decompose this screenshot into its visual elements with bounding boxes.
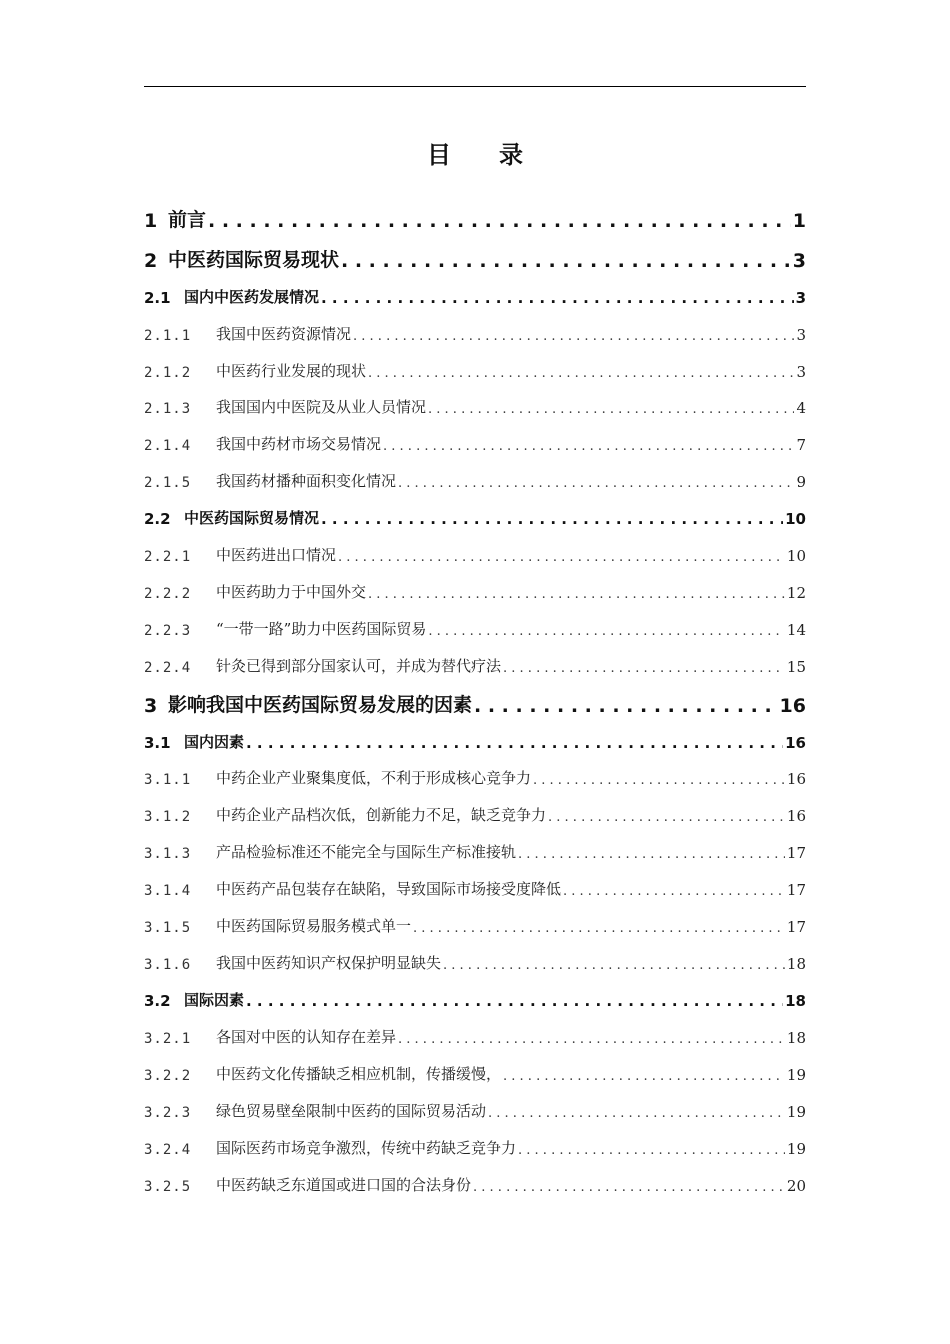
toc-number: 3.1.4	[144, 883, 192, 899]
toc-number: 2.2.2	[144, 586, 192, 602]
toc-leader	[246, 992, 783, 1010]
toc-page: 7	[796, 436, 806, 454]
toc-page: 3	[792, 250, 806, 272]
toc-number: 3.2.1	[144, 1031, 192, 1047]
toc-number: 2.1.2	[144, 365, 192, 381]
toc-number: 2.1	[144, 289, 171, 307]
toc-text: 中医药行业发展的现状	[216, 362, 367, 380]
toc-leader	[208, 210, 791, 232]
toc-number: 1	[144, 210, 158, 232]
toc-entry[interactable]	[144, 989, 806, 1010]
toc-text: 我国中医药资源情况	[216, 325, 352, 343]
toc-number: 3.2.3	[144, 1105, 192, 1121]
toc-leader	[368, 366, 794, 381]
toc-page: 3	[795, 289, 806, 307]
toc-text: 影响我国中医药国际贸易发展的因素	[168, 694, 473, 716]
toc-entry[interactable]	[144, 507, 806, 528]
toc-page: 17	[786, 918, 806, 936]
toc-text: 国际因素	[184, 991, 245, 1009]
toc-entry[interactable]	[144, 360, 806, 381]
toc-page: 16	[785, 734, 806, 752]
toc-text: 中药企业产业聚集度低，不利于形成核心竞争力	[216, 769, 532, 787]
toc-text: 我国中药材市场交易情况	[216, 435, 382, 453]
toc-leader	[353, 329, 794, 344]
toc-number: 2.2.4	[144, 660, 192, 676]
toc-entry[interactable]	[144, 655, 806, 676]
toc-entry[interactable]	[144, 804, 806, 825]
toc-leader	[563, 884, 785, 899]
toc-leader	[488, 1106, 785, 1121]
toc-page: 20	[786, 1177, 806, 1195]
toc-entry[interactable]	[144, 1174, 806, 1195]
toc-page: 17	[786, 881, 806, 899]
toc-entry[interactable]	[144, 1137, 806, 1158]
toc-text: 中药企业产品档次低，创新能力不足，缺乏竞争力	[216, 806, 547, 824]
toc-page: 15	[786, 658, 806, 676]
toc-text: 绿色贸易壁垒限制中医药的国际贸易活动	[216, 1102, 487, 1120]
toc-page: 16	[779, 695, 806, 717]
toc-leader	[503, 1069, 785, 1084]
toc-text: 我国国内中医院及从业人员情况	[216, 398, 427, 416]
toc-number: 2.1.5	[144, 475, 192, 491]
toc-leader	[428, 624, 785, 639]
toc-entry[interactable]	[144, 245, 806, 272]
toc-text: 中医药文化传播缺乏相应机制，传播缓慢，	[216, 1065, 502, 1083]
toc-number: 3.2.2	[144, 1068, 192, 1084]
toc-text: 国内因素	[184, 733, 245, 751]
toc-leader	[474, 695, 778, 717]
toc-text: 针灸已得到部分国家认可，并成为替代疗法	[216, 657, 502, 675]
toc-entry[interactable]	[144, 767, 806, 788]
toc-number: 3	[144, 695, 158, 717]
toc-number: 3.2	[144, 992, 171, 1010]
toc-page: 16	[786, 770, 806, 788]
toc-leader	[338, 550, 785, 565]
toc-leader	[413, 921, 785, 936]
toc-leader	[473, 1180, 785, 1195]
toc-number: 3.1.2	[144, 809, 192, 825]
toc-page: 18	[785, 992, 806, 1010]
toc-number: 3.1.1	[144, 772, 192, 788]
toc-text: 中医药进出口情况	[216, 546, 337, 564]
toc-number: 2.2.3	[144, 623, 192, 639]
toc-leader	[398, 1032, 785, 1047]
toc-text: 中医药国际贸易情况	[184, 509, 320, 527]
toc-page: 14	[786, 621, 806, 639]
toc-page: 12	[786, 584, 806, 602]
toc-text: 各国对中医的认知存在差异	[216, 1028, 397, 1046]
toc-entry[interactable]	[144, 470, 806, 491]
toc-page: 16	[786, 807, 806, 825]
toc-leader	[246, 734, 783, 752]
toc-number: 2.1.1	[144, 328, 192, 344]
toc-number: 3.1.6	[144, 957, 192, 973]
toc-number: 3.1.5	[144, 920, 192, 936]
toc-leader	[518, 1143, 785, 1158]
toc-text: 前言	[168, 209, 207, 231]
toc-page: 19	[786, 1103, 806, 1121]
toc-text: 中医药国际贸易现状	[168, 249, 340, 271]
toc-leader	[398, 476, 794, 491]
header-rule	[144, 86, 806, 87]
toc-entry[interactable]	[144, 544, 806, 565]
toc-page: 3	[796, 363, 806, 381]
toc-leader	[383, 439, 794, 454]
toc-leader	[548, 810, 785, 825]
toc-number: 3.2.5	[144, 1179, 192, 1195]
title-char-1: 目	[427, 141, 451, 169]
toc-text: 国内中医药发展情况	[184, 288, 320, 306]
toc-page: 18	[786, 1029, 806, 1047]
toc-page: 10	[785, 510, 806, 528]
toc-number: 2.1.3	[144, 401, 192, 417]
toc-page: 1	[792, 210, 806, 232]
toc-number: 2	[144, 250, 158, 272]
title-char-2: 录	[499, 141, 523, 169]
toc-entry[interactable]	[144, 1026, 806, 1047]
toc-text: 产品检验标准还不能完全与国际生产标准接轨	[216, 843, 517, 861]
toc-text: 中医药助力于中国外交	[216, 583, 367, 601]
toc-text: 中医药缺乏东道国或进口国的合法身份	[216, 1176, 472, 1194]
toc-entry[interactable]	[144, 396, 806, 417]
toc-leader	[503, 661, 785, 676]
page-title	[0, 135, 950, 170]
toc-text: 我国药材播种面积变化情况	[216, 472, 397, 490]
toc-entry[interactable]	[144, 433, 806, 454]
toc-number: 3.1	[144, 734, 171, 752]
toc-entry[interactable]	[144, 205, 806, 232]
toc-entry[interactable]	[144, 618, 806, 639]
toc-number: 2.1.4	[144, 438, 192, 454]
toc-page: 9	[796, 473, 806, 491]
toc-leader	[321, 289, 794, 307]
toc-entry[interactable]	[144, 841, 806, 862]
toc-text: 国际医药市场竞争激烈，传统中药缺乏竞争力	[216, 1139, 517, 1157]
toc-leader	[368, 587, 785, 602]
toc-entry[interactable]	[144, 323, 806, 344]
toc-page: 19	[786, 1066, 806, 1084]
toc-entry[interactable]	[144, 915, 806, 936]
toc-text: 我国中医药知识产权保护明显缺失	[216, 954, 442, 972]
toc-page: 10	[786, 547, 806, 565]
toc-number: 3.1.3	[144, 846, 192, 862]
toc-page: 19	[786, 1140, 806, 1158]
toc-leader	[341, 250, 791, 272]
toc-text: “一带一路”助力中医药国际贸易	[216, 620, 427, 638]
toc-leader	[428, 402, 794, 417]
toc-entry[interactable]	[144, 581, 806, 602]
toc-page: 3	[796, 326, 806, 344]
toc-text: 中医药产品包装存在缺陷，导致国际市场接受度降低	[216, 880, 562, 898]
toc-leader	[443, 958, 785, 973]
toc-number: 3.2.4	[144, 1142, 192, 1158]
toc-leader	[533, 773, 785, 788]
toc-entry[interactable]	[144, 952, 806, 973]
toc-page: 18	[786, 955, 806, 973]
toc-number: 2.2.1	[144, 549, 192, 565]
toc-text: 中医药国际贸易服务模式单一	[216, 917, 412, 935]
toc-entry[interactable]	[144, 1100, 806, 1121]
toc-leader	[321, 510, 783, 528]
toc-entry[interactable]	[144, 690, 806, 717]
toc-page: 4	[796, 399, 806, 417]
toc-entry[interactable]	[144, 286, 806, 307]
toc-leader	[518, 847, 785, 862]
toc-entry[interactable]	[144, 878, 806, 899]
toc-number: 2.2	[144, 510, 171, 528]
toc-page: 17	[786, 844, 806, 862]
toc-entry[interactable]	[144, 731, 806, 752]
toc-entry[interactable]	[144, 1063, 806, 1084]
